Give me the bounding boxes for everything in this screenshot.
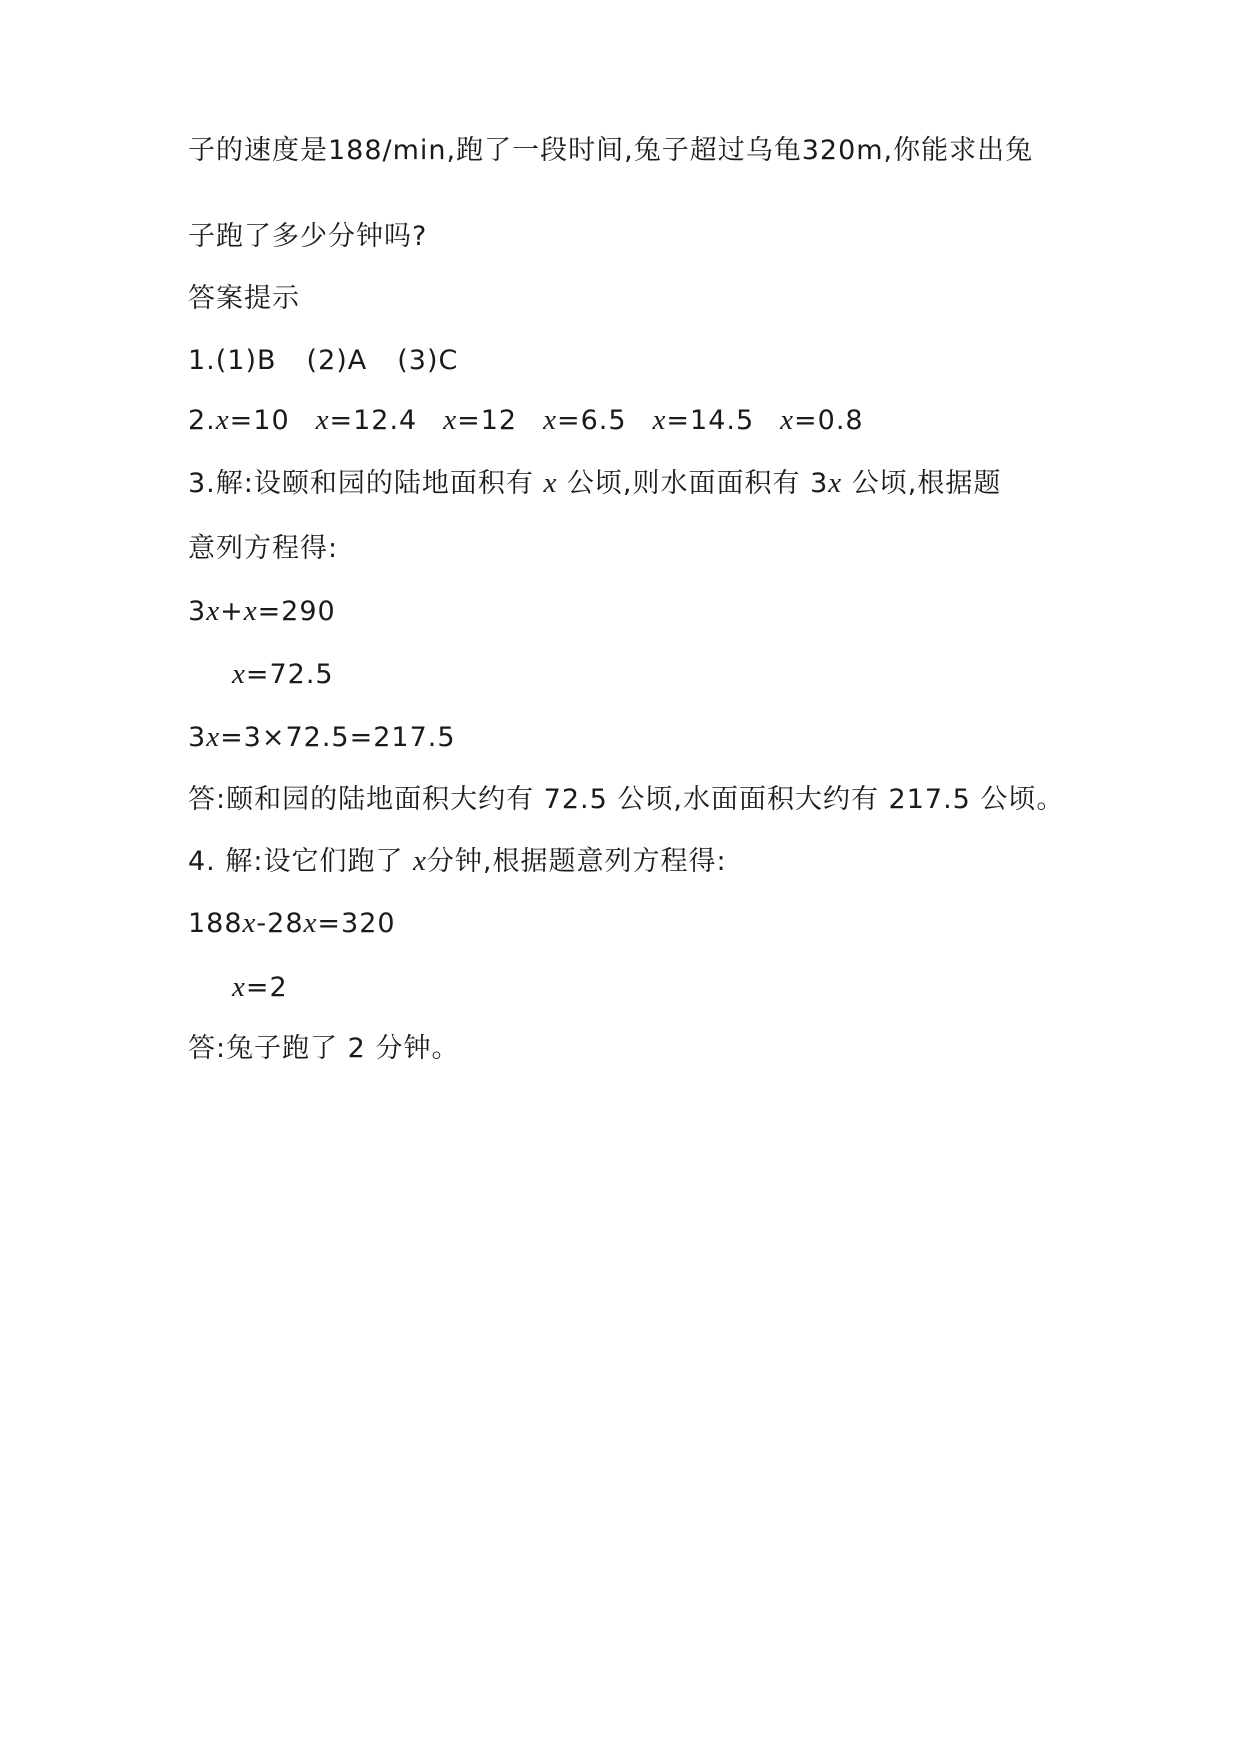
answer-3-conclusion: 答:颐和园的陆地面积大约有 72.5 公顷,水面面积大约有 217.5 公顷。 [188, 784, 1065, 815]
answer-3-intro-line-1: 3.解:设颐和园的陆地面积有 x 公顷,则水面面积有 3x 公顷,根据题 [188, 467, 1002, 499]
answer-3-equation-3: 3x=3×72.5=217.5 [188, 721, 456, 753]
answer-3-intro-line-2: 意列方程得: [188, 533, 339, 564]
answer-2-solution-2: =12.4 [329, 405, 418, 436]
answer-2-solution-6: =0.8 [794, 405, 864, 436]
answer-3-equation-2: x=72.5 [232, 658, 334, 690]
problem-text-line-2: 子跑了多少分钟吗? [188, 221, 428, 252]
answer-3-equation-1: 3x+x=290 [188, 595, 336, 627]
answer-4-equation-1: 188x-28x=320 [188, 907, 396, 939]
answer-4-intro: 4. 解:设它们跑了 x分钟,根据题意列方程得: [188, 845, 727, 877]
answer-2: 2.x=10 x=12.4 x=12 x=6.5 x=14.5 x=0.8 [188, 404, 864, 436]
answer-1-number: 1. [188, 345, 216, 376]
answer-1-part-3: (3)C [397, 345, 459, 376]
answer-2-solution-1: =10 [229, 405, 290, 436]
answer-hints-heading: 答案提示 [188, 283, 300, 314]
answer-1-part-1: (1)B [215, 345, 277, 376]
answer-2-solution-5: =14.5 [666, 405, 755, 436]
answer-2-solution-3: =12 [457, 405, 518, 436]
answer-1-part-2: (2)A [306, 345, 368, 376]
answer-4-equation-2: x=2 [232, 971, 288, 1003]
answer-2-number: 2. [188, 405, 216, 436]
answer-2-solution-4: =6.5 [556, 405, 627, 436]
answer-4-conclusion: 答:兔子跑了 2 分钟。 [188, 1033, 460, 1064]
answer-1 [188, 344, 458, 378]
problem-text-line-1: 子的速度是188/min,跑了一段时间,兔子超过乌龟320m,你能求出兔 [188, 135, 1034, 166]
